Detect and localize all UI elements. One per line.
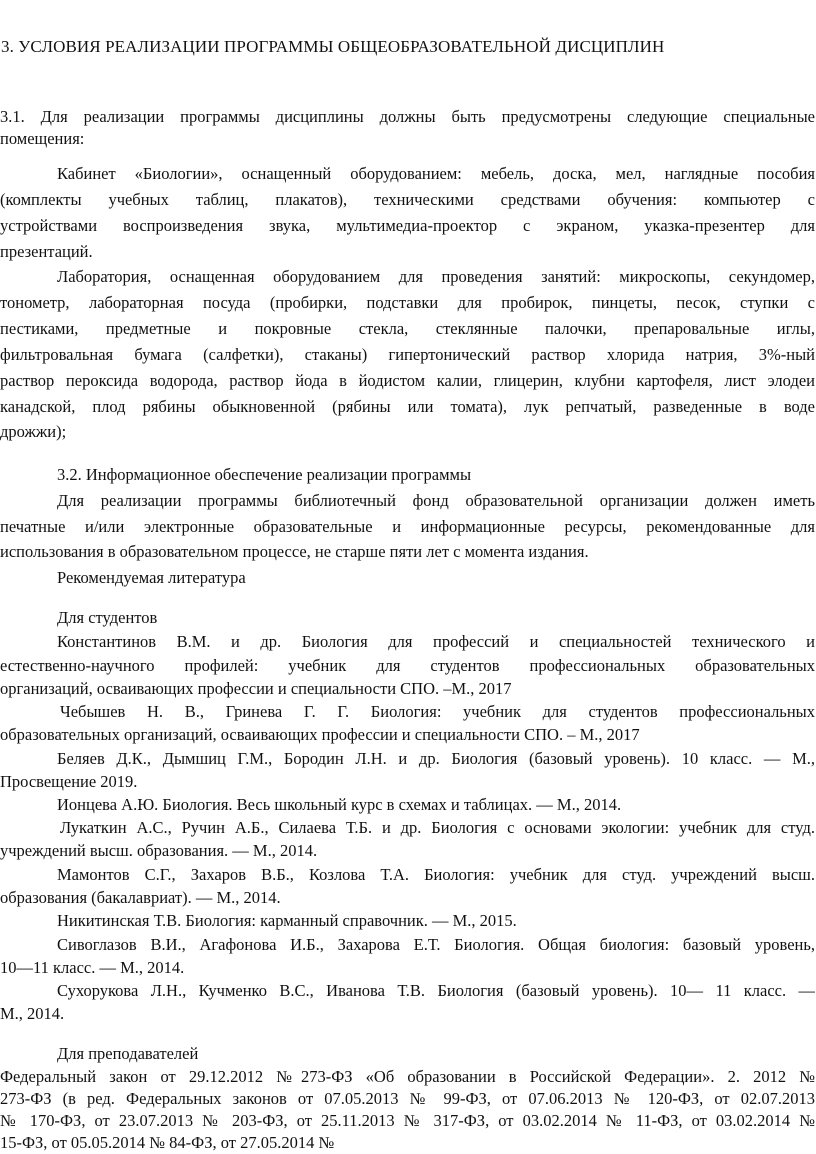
bibliography-line: № 170-ФЗ, от 23.07.2013 № 203-ФЗ, от 25.11.2013 № 317-ФЗ, от 03.02.2014 № 11-ФЗ, от 03.02.2014 № bbox=[0, 1111, 815, 1130]
paragraph-line: помещения: bbox=[0, 129, 85, 148]
bibliography-line: учреждений высш. образования. — М., 2014. bbox=[0, 841, 318, 860]
bibliography-line: естественно-научного профилей: учебник для студентов профессиональных образовательных bbox=[0, 656, 815, 675]
paragraph-line: раствор пероксида водорода, раствор йода в йодистом калии, глицерин, клубни картофеля, лист элодеи bbox=[0, 371, 815, 390]
bibliography-line: Ионцева А.Ю. Биология. Весь школьный курс в схемах и таблицах. — М., 2014. bbox=[57, 795, 622, 814]
subsection-heading: 3.2. Информационное обеспечение реализации программы bbox=[57, 465, 472, 484]
paragraph-line: печатные и/или электронные образовательные и информационные ресурсы, рекомендованные для bbox=[0, 517, 815, 536]
bibliography-line: Федеральный закон от 29.12.2012 №273-ФЗ «Об образовании в Российской Федерации». 2. 2012 № bbox=[0, 1067, 815, 1086]
paragraph-line: пестиками, предметные и покровные стекла, стеклянные палочки, препаровальные иглы, bbox=[0, 319, 815, 338]
recommended-literature-heading: Рекомендуемая литература bbox=[57, 568, 246, 587]
bibliography-line: М., 2014. bbox=[0, 1004, 65, 1023]
paragraph-line: фильтровальная бумага (салфетки), стаканы) гипертонический раствор хлорида натрия, 3%-ный bbox=[0, 345, 815, 364]
bibliography-line: 10—11 класс. — М., 2014. bbox=[0, 958, 185, 977]
bibliography-line: Беляев Д.К., Дымшиц Г.М., Бородин Л.Н. и др. Биология (базовый уровень). 10 класс. — М., bbox=[57, 749, 815, 768]
section-title: 3. УСЛОВИЯ РЕАЛИЗАЦИИ ПРОГРАММЫ ОБЩЕОБРАЗОВАТЕЛЬНОЙ ДИСЦИПЛИН bbox=[1, 37, 665, 56]
bibliography-line: Мамонтов С.Г., Захаров В.Б., Козлова Т.А. Биология: учебник для студ. учреждений высш. bbox=[57, 865, 815, 884]
paragraph-line: канадской, плод рябины обыкновенной (рябины или томата), лук репчатый, разведенные в воде bbox=[0, 397, 815, 416]
paragraph-line: использования в образовательном процессе, не старше пяти лет с момента издания. bbox=[0, 542, 589, 561]
bibliography-line: 15-ФЗ, от 05.05.2014 № 84-ФЗ, от 27.05.2014 № bbox=[0, 1133, 335, 1152]
bibliography-line: Чебышев Н. В., Гринева Г. Г. Биология: учебник для студентов профессиональных bbox=[60, 702, 815, 721]
bibliography-line: Сивоглазов В.И., Агафонова И.Б., Захарова Е.Т. Биология. Общая биология: базовый уровень, bbox=[57, 935, 815, 954]
bibliography-line: 273-ФЗ (в ред. Федеральных законов от 07.05.2013 № 99-ФЗ, от 07.06.2013 № 120-ФЗ, от 02.07.2013 bbox=[0, 1089, 815, 1108]
bibliography-line: Просвещение 2019. bbox=[0, 772, 138, 791]
bibliography-line: Лукаткин А.С., Ручин А.Б., Силаева Т.Б. и др. Биология с основами экологии: учебник для студ. bbox=[60, 818, 815, 837]
teachers-heading: Для преподавателей bbox=[57, 1044, 199, 1063]
paragraph-line: 3.1. Для реализации программы дисциплины должны быть предусмотрены следующие специальные bbox=[0, 107, 815, 126]
paragraph-line: презентаций. bbox=[0, 242, 93, 261]
bibliography-line: Никитинская Т.В. Биология: карманный справочник. — М., 2015. bbox=[57, 911, 517, 930]
bibliography-line: образовательных организаций, осваивающих профессии и специальности СПО. – М., 2017 bbox=[0, 725, 640, 744]
students-heading: Для студентов bbox=[57, 608, 158, 627]
bibliography-line: организаций, осваивающих профессии и специальности СПО. –М., 2017 bbox=[0, 679, 512, 698]
paragraph-line: Кабинет «Биологии», оснащенный оборудованием: мебель, доска, мел, наглядные пособия bbox=[57, 164, 815, 183]
bibliography-line: образования (бакалавриат). — М., 2014. bbox=[0, 888, 281, 907]
paragraph-line: (комплекты учебных таблиц, плакатов), техническими средствами обучения: компьютер с bbox=[0, 190, 815, 209]
bibliography-line: Константинов В.М. и др. Биология для профессий и специальностей технического и bbox=[57, 632, 815, 651]
bibliography-line: Сухорукова Л.Н., Кучменко В.С., Иванова Т.В. Биология (базовый уровень). 10— 11 класс. — bbox=[57, 981, 815, 1000]
paragraph-line: устройствами воспроизведения звука, мультимедиа-проектор с экраном, указка-презентер для bbox=[0, 216, 815, 235]
paragraph-line: Для реализации программы библиотечный фонд образовательной организации должен иметь bbox=[57, 491, 815, 510]
paragraph-line: тонометр, лабораторная посуда (пробирки, подставки для пробирок, пинцеты, песок, ступки с bbox=[0, 293, 815, 312]
paragraph-line: Лаборатория, оснащенная оборудованием для проведения занятий: микроскопы, секундомер, bbox=[57, 267, 815, 286]
paragraph-line: дрожжи); bbox=[0, 422, 67, 441]
